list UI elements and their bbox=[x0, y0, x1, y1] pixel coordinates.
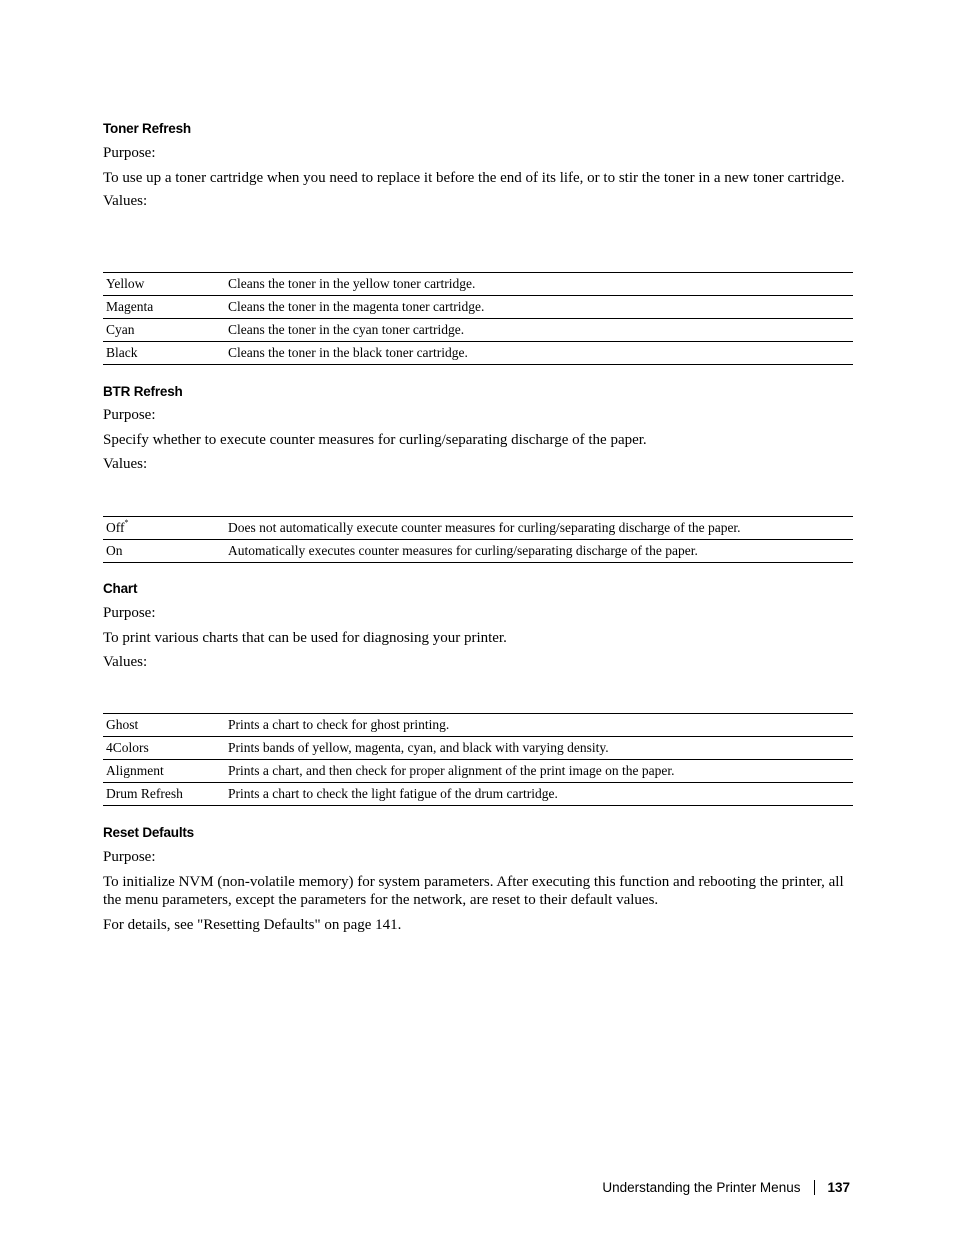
value-key: Alignment bbox=[103, 760, 225, 783]
value-desc: Automatically executes counter measures for curling/separating discharge of the paper. bbox=[225, 540, 853, 563]
value-key-text: Off bbox=[106, 520, 125, 535]
footer-divider bbox=[814, 1180, 815, 1195]
reset-defaults-section bbox=[103, 825, 853, 934]
value-key: Magenta bbox=[103, 296, 225, 319]
value-desc: Prints a chart to check for ghost printing. bbox=[225, 714, 853, 737]
table-row bbox=[103, 540, 853, 563]
purpose-text: To print various charts that can be used for diagnosing your printer. bbox=[103, 630, 507, 646]
purpose-text: Specify whether to execute counter measures for curling/separating discharge of the paper. bbox=[103, 432, 647, 448]
table-row bbox=[103, 273, 853, 296]
section-heading: Reset Defaults bbox=[103, 825, 194, 840]
table-row bbox=[103, 296, 853, 319]
details-text: For details, see "Resetting Defaults" on page 141. bbox=[103, 917, 402, 933]
table-row bbox=[103, 342, 853, 365]
table-row bbox=[103, 760, 853, 783]
default-marker: * bbox=[124, 518, 129, 527]
table-row bbox=[103, 714, 853, 737]
footer-title: Understanding the Printer Menus bbox=[602, 1180, 801, 1195]
purpose-label: Purpose: bbox=[103, 605, 156, 621]
btr-refresh-section bbox=[103, 384, 853, 473]
value-desc: Cleans the toner in the magenta toner cartridge. bbox=[225, 296, 853, 319]
toner-refresh-section bbox=[103, 121, 853, 210]
values-label: Values: bbox=[103, 193, 148, 209]
purpose-label: Purpose: bbox=[103, 145, 156, 161]
values-table bbox=[103, 516, 853, 563]
value-desc: Prints a chart, and then check for proper alignment of the print image on the paper. bbox=[225, 760, 853, 783]
section-heading: Chart bbox=[103, 581, 138, 596]
page-footer bbox=[602, 1180, 850, 1195]
purpose-text: To initialize NVM (non-volatile memory) for system parameters. After executing this function and rebooting the printer, all the menu parameters, except the parameters for the network, are reset to their default values. bbox=[103, 874, 844, 908]
value-desc: Does not automatically execute counter measures for curling/separating discharge of the paper. bbox=[225, 517, 853, 540]
purpose-label: Purpose: bbox=[103, 407, 156, 423]
value-desc: Prints a chart to check the light fatigue of the drum cartridge. bbox=[225, 783, 853, 806]
section-heading: Toner Refresh bbox=[103, 121, 191, 136]
value-key: Ghost bbox=[103, 714, 225, 737]
value-desc: Cleans the toner in the black toner cartridge. bbox=[225, 342, 853, 365]
section-heading: BTR Refresh bbox=[103, 384, 183, 399]
value-desc: Cleans the toner in the cyan toner cartridge. bbox=[225, 319, 853, 342]
value-desc: Cleans the toner in the yellow toner cartridge. bbox=[225, 273, 853, 296]
value-key: 4Colors bbox=[103, 737, 225, 760]
values-table bbox=[103, 713, 853, 806]
value-desc: Prints bands of yellow, magenta, cyan, and black with varying density. bbox=[225, 737, 853, 760]
value-key bbox=[103, 517, 225, 540]
values-label: Values: bbox=[103, 654, 148, 670]
purpose-text: To use up a toner cartridge when you need to replace it before the end of its life, or to stir the toner in a new toner cartridge. bbox=[103, 170, 845, 186]
purpose-label: Purpose: bbox=[103, 849, 156, 865]
values-table bbox=[103, 272, 853, 365]
table-row bbox=[103, 319, 853, 342]
value-key: Black bbox=[103, 342, 225, 365]
values-label: Values: bbox=[103, 456, 148, 472]
value-key: Cyan bbox=[103, 319, 225, 342]
value-key: On bbox=[103, 540, 225, 563]
table-row bbox=[103, 517, 853, 540]
table-row bbox=[103, 737, 853, 760]
value-key: Drum Refresh bbox=[103, 783, 225, 806]
table-row bbox=[103, 783, 853, 806]
page-number: 137 bbox=[827, 1180, 850, 1195]
chart-section bbox=[103, 581, 853, 671]
value-key: Yellow bbox=[103, 273, 225, 296]
